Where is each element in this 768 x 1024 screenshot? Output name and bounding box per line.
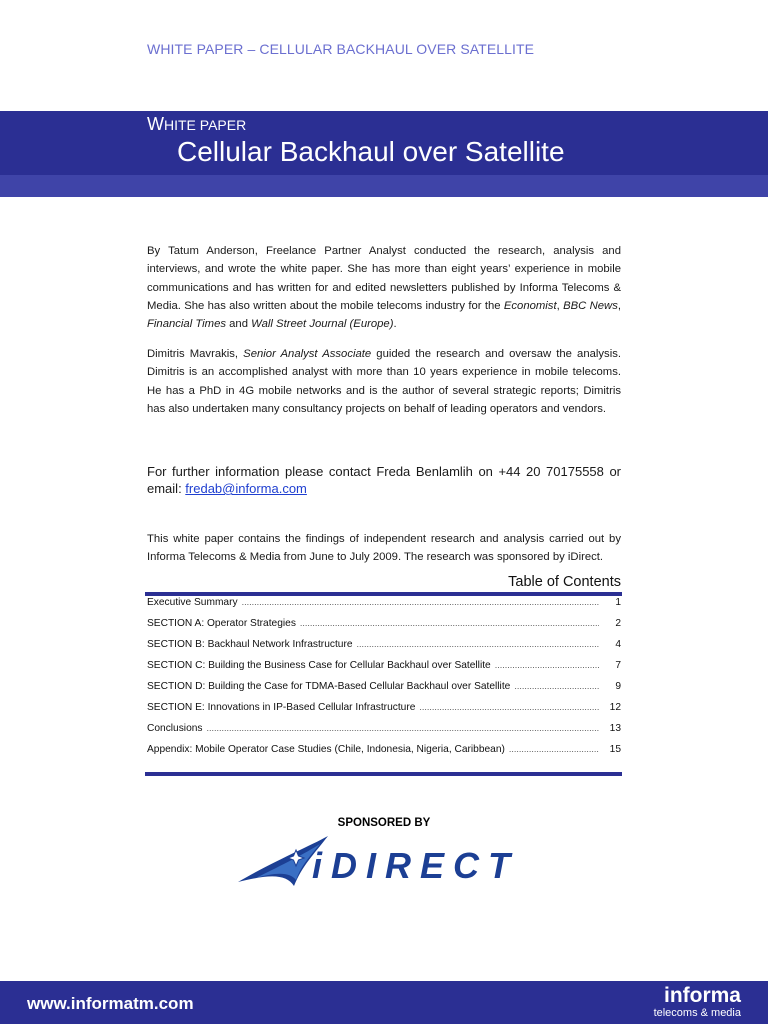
idirect-wordmark: iDIRECT [312,845,519,886]
toc-entry-title: Appendix: Mobile Operator Case Studies (Chile, Indonesia, Nigeria, Caribbean) [147,744,505,755]
publication-name: BBC News [563,299,618,312]
title-kicker: WHITE PAPER [147,114,247,134]
toc-page-number: 4 [615,639,621,650]
toc-entry-title: SECTION C: Building the Business Case for Cellular Backhaul over Satellite [147,660,491,671]
author-text: guided the research and oversaw the analysis. Dimitris is an accomplished analyst with more than 10 years experience in mobile telecoms. He has a PhD in 4G mobile networks and is the author of several strategic reports; Dimitris has also undertaken many consultancy projects on behalf of leading operators and vendors. [147,348,621,415]
author-name: Dimitris Mavrakis, [147,348,244,360]
toc-leader [509,744,599,754]
toc-entry-title: SECTION E: Innovations in IP-Based Cellular Infrastructure [147,702,416,713]
toc-entry-title: SECTION D: Building the Case for TDMA-Based Cellular Backhaul over Satellite [147,681,511,692]
author-paragraph-anderson [147,242,621,333]
toc-page-number: 1 [615,597,621,608]
toc-entry-title: Conclusions [147,723,203,734]
disclaimer-paragraph: This white paper contains the findings of independent research and analysis carried out by Informa Telecoms & Media from June to July 2009. The research was sponsored by iDirect. [147,533,621,564]
author-text: By Tatum Anderson, Freelance Partner Analyst conducted the research, analysis and interviews, and wrote the white paper. She has more than eight years’ experience in mobile communications and has written for and edited newsletters published by Informa Telecoms & Media. She has also written about the mobile telecoms industry for the [147,245,621,312]
contact-email-link[interactable]: fredab@informa.com [185,481,307,496]
separator: , [556,299,564,312]
toc-entry[interactable] [147,702,621,723]
toc-entry[interactable] [147,660,621,681]
toc-entry[interactable] [147,681,621,702]
sponsored-by-label: SPONSORED BY [337,817,431,829]
title-band-lower-stripe [0,175,768,197]
toc-leader [207,723,600,733]
toc-entry[interactable] [147,639,621,660]
table-of-contents [147,597,621,765]
toc-leader [495,660,599,670]
toc-page-number: 7 [615,660,621,671]
informa-logo-text: informa [663,984,741,1007]
separator: . [393,318,397,331]
footer-brand [601,985,741,1019]
contact-paragraph [147,463,621,497]
informa-tagline: telecoms & media [653,1007,741,1019]
document-title: Cellular Backhaul over Satellite [177,136,565,167]
toc-entry[interactable] [147,597,621,618]
toc-page-number: 13 [609,723,621,734]
toc-heading: Table of Contents [508,574,621,590]
author-paragraph-mavrakis [147,345,621,418]
toc-leader [514,681,599,691]
toc-leader [357,639,599,649]
toc-page-number: 15 [609,744,621,755]
publication-name: Financial Times [147,318,227,331]
toc-entry-title: SECTION A: Operator Strategies [147,618,296,629]
publication-name: Wall Street Journal (Europe) [251,318,394,331]
toc-page-number: 12 [609,702,621,713]
running-header: WHITE PAPER – CELLULAR BACKHAUL OVER SATELLITE [147,41,535,57]
toc-page-number: 9 [615,681,621,692]
toc-page-number: 2 [615,618,621,629]
toc-leader [242,597,599,607]
toc-bottom-rule [145,772,622,776]
footer-url[interactable]: www.informatm.com [27,994,194,1013]
toc-leader [419,702,599,712]
toc-entry[interactable] [147,618,621,639]
separator: , [617,299,621,312]
toc-entry[interactable] [147,723,621,744]
contact-text: For further information please contact Freda Benlamlih on +44 20 70175558 or email: [147,464,621,496]
idirect-logo [236,830,536,890]
toc-entry-title: Executive Summary [147,597,238,608]
publication-name: Economist [503,299,557,312]
separator: and [226,318,252,331]
toc-top-rule [145,592,622,596]
toc-entry-title: SECTION B: Backhaul Network Infrastructure [147,639,353,650]
author-role: Senior Analyst Associate [243,348,372,360]
toc-leader [300,618,599,628]
toc-entry[interactable] [147,744,621,765]
